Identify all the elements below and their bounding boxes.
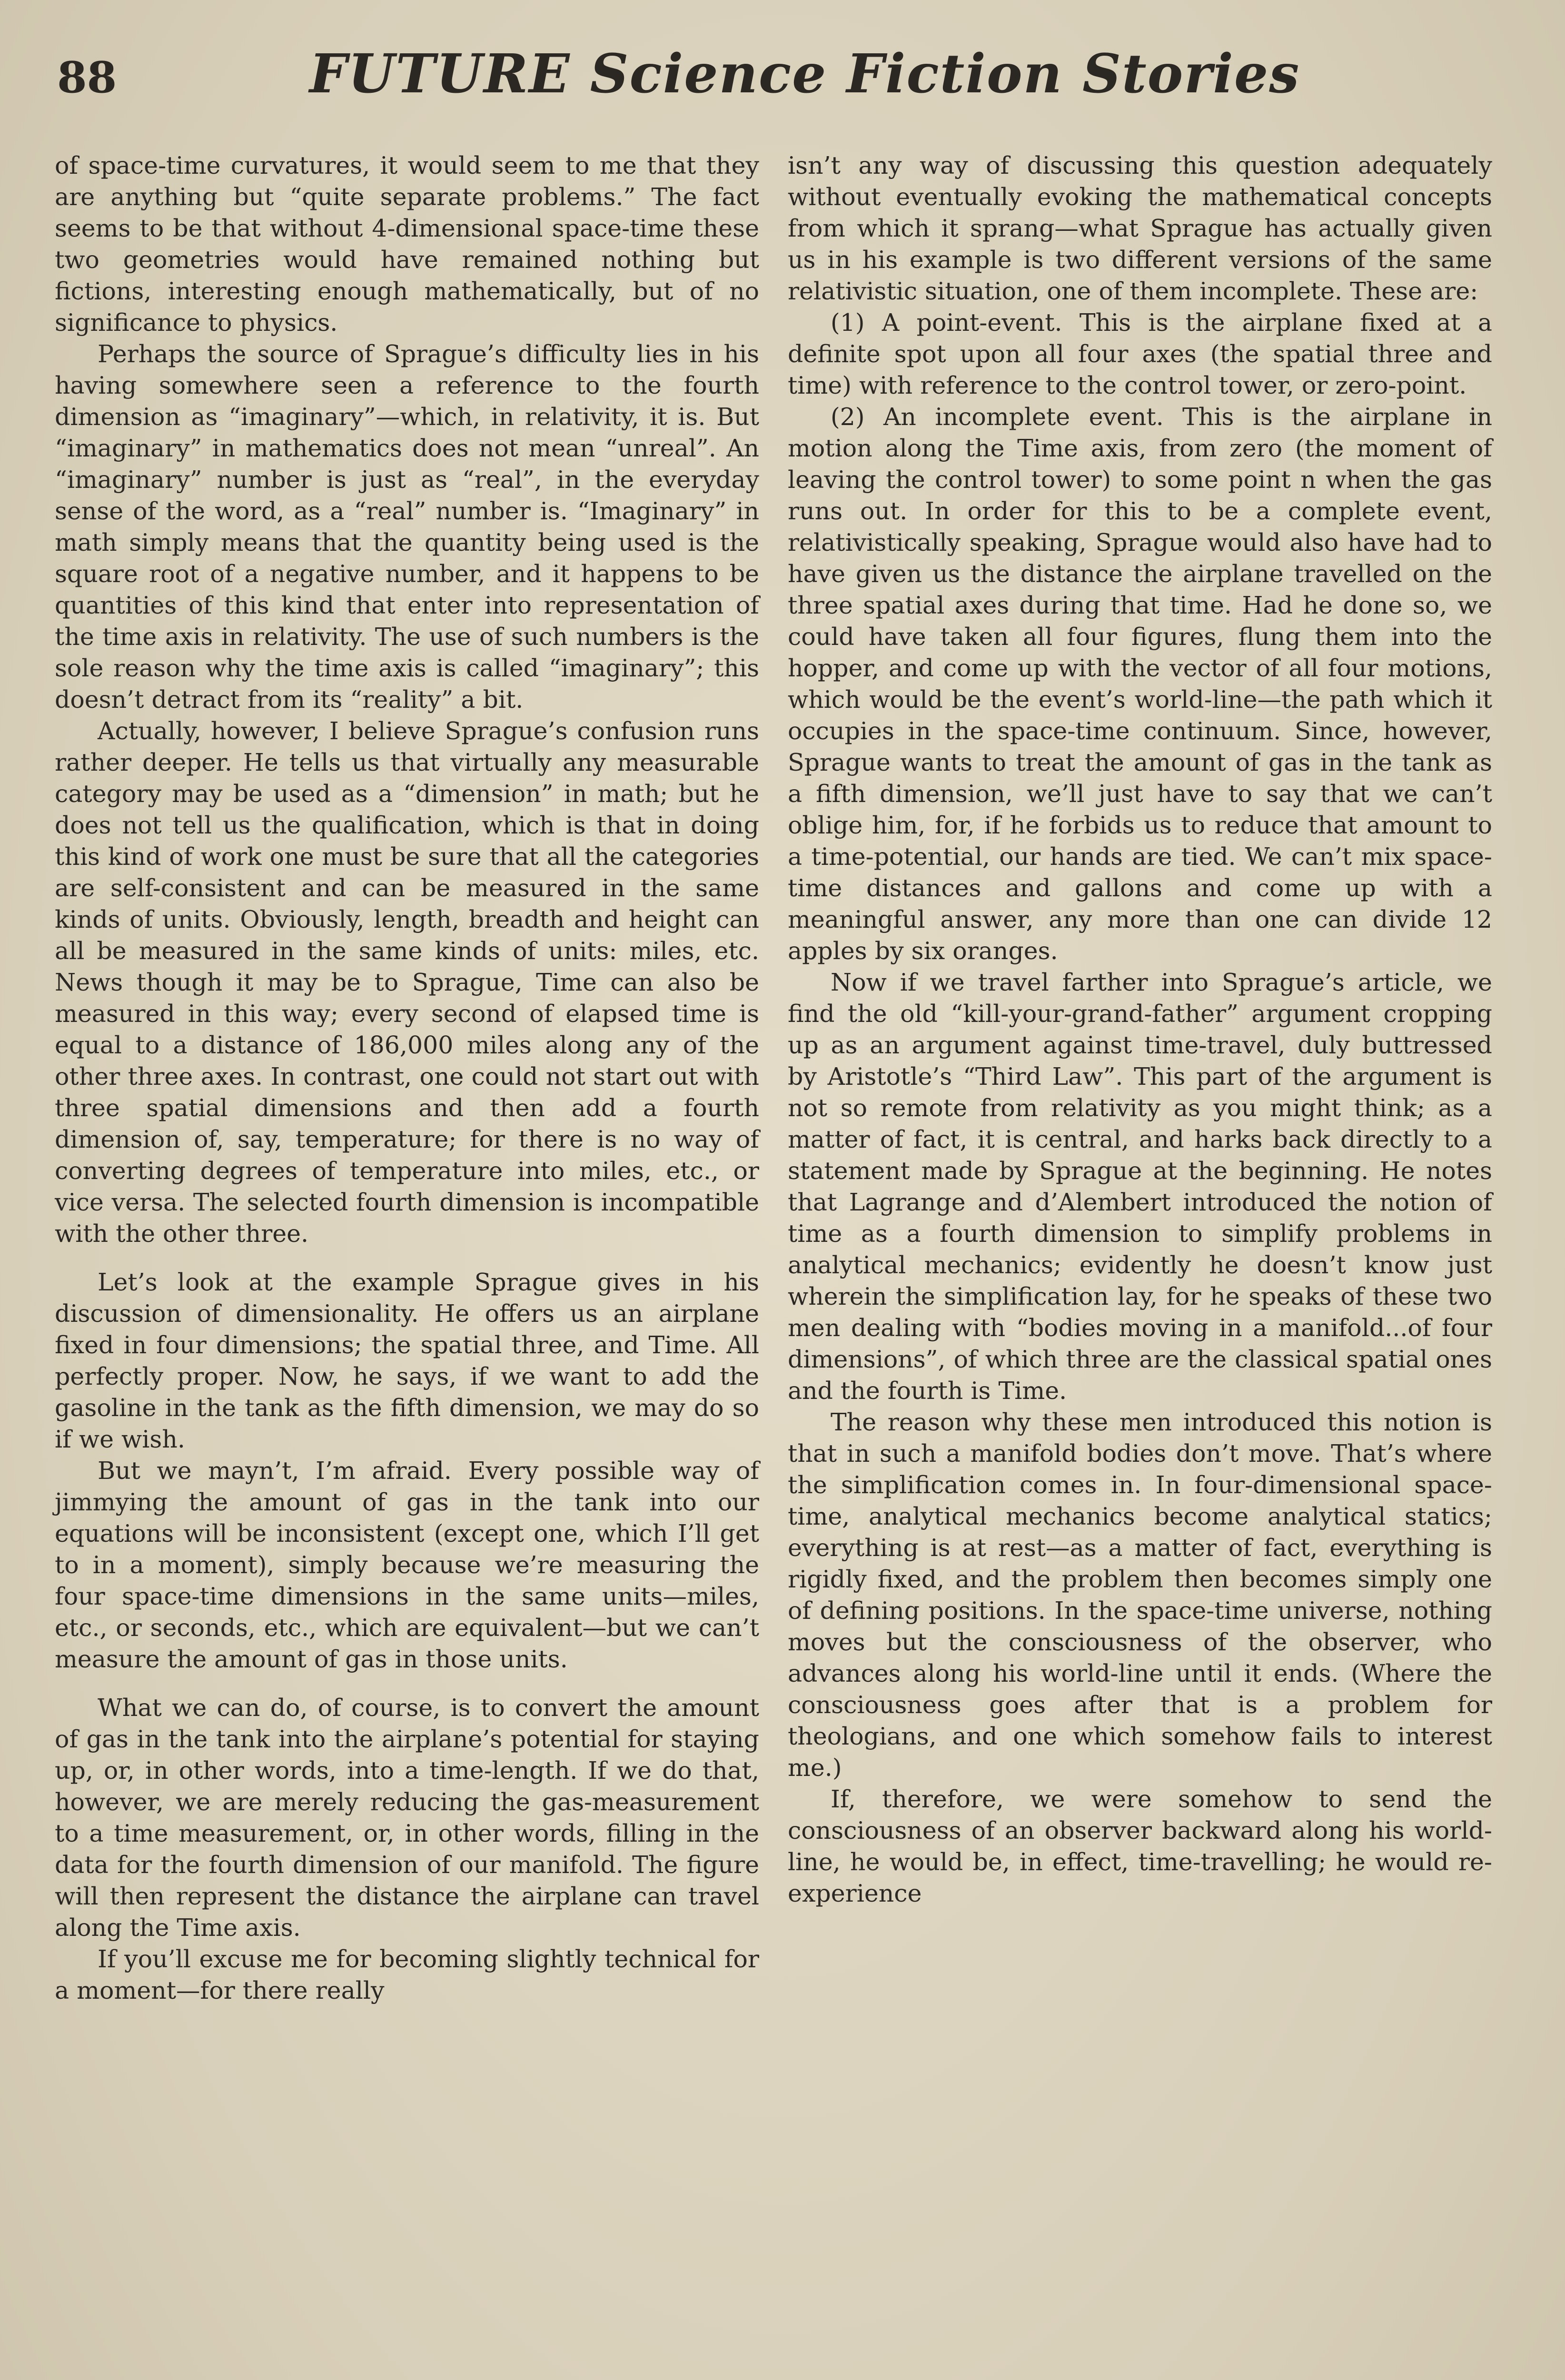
paragraph: isn’t any way of discussing this question adequately without eventually evoking the mathematical concepts from which it sprang—what Sprague has actually given us in his example is two different versions of the same relativistic situation, one of them incomplete. These are:: [788, 151, 1492, 305]
right-column: [788, 150, 1492, 1909]
paragraph: (2) An incomplete event. This is the airplane in motion along the Time axis, from zero (the moment of leaving the control tower) to some point n when the gas runs out. In order for this to be a complete event, relativistically speaking, Sprague would also have had to have given us the distance the airplane travelled on the three spatial axes during that time. Had he done so, we could have taken all four figures, flung them into the hopper, and come up with the vector of all four motions, which would be the event’s world-line—the path which it occupies in the space-time continuum. Since, however, Sprague wants to treat the amount of gas in the tank as a fifth dimension, we’ll just have to say that we can’t oblige him, for, if he forbids us to reduce that amount to a time-potential, our hands are tied. We can’t mix space-time distances and gallons and come up with a meaningful answer, any more than one can divide 12 apples by six oranges.: [788, 403, 1492, 965]
paragraph: But we mayn’t, I’m afraid. Every possible way of jimmying the amount of gas in the tank into our equations will be inconsistent (except one, which I’ll get to in a moment), simply because we’re measuring the four space-time dimensions in the same units—miles, etc., or seconds, etc., which are equivalent—but we can’t measure the amount of gas in those units.: [55, 1457, 759, 1673]
page-number: 88: [57, 52, 117, 103]
paragraph: of space-time curvatures, it would seem to me that they are anything but “quite separate problems.” The fact seems to be that without 4-dimensional space-time these two geometries would have remained nothing but fictions, interesting enough mathematically, but of no significance to physics.: [55, 151, 759, 337]
paragraph: Now if we travel farther into Sprague’s article, we find the old “kill-your-grand-father” argument cropping up as an argument against time-travel, duly buttressed by Aristotle’s “Third Law”. This part of the argument is not so remote from relativity as you might think; as a matter of fact, it is central, and harks back directly to a statement made by Sprague at the beginning. He notes that Lagrange and d’Alembert introduced the notion of time as a fourth dimension to simplify problems in analytical mechanics; evidently he doesn’t know just wherein the simplification lay, for he speaks of these two men dealing with “bodies moving in a manifold...of four dimensions”, of which three are the classical spatial ones and the fourth is Time.: [788, 968, 1492, 1405]
paragraph: The reason why these men introduced this notion is that in such a manifold bodies don’t move. That’s where the simplification comes in. In four-dimensional space-time, analytical mechanics become analytical statics; everything is at rest—as a matter of fact, everything is rigidly fixed, and the problem then becomes simply one of defining positions. In the space-time universe, nothing moves but the consciousness of the observer, who advances along his world-line until it ends. (Where the consciousness goes after that is a problem for theologians, and one which somehow fails to interest me.): [788, 1408, 1492, 1782]
paragraph: (1) A point-event. This is the airplane fixed at a definite spot upon all four axes (the spatial three and time) with reference to the control tower, or zero-point.: [788, 308, 1492, 399]
paragraph: Perhaps the source of Sprague’s difficulty lies in his having somewhere seen a reference to the fourth dimension as “imaginary”—which, in relativity, it is. But “imaginary” in mathematics does not mean “unreal”. An “imaginary” number is just as “real”, in the everyday sense of the word, as a “real” number is. “Imaginary” in math simply means that the quantity being used is the square root of a negative number, and it happens to be quantities of this kind that enter into representation of the time axis in relativity. The use of such numbers is the sole reason why the time axis is called “imaginary”; this doesn’t detract from its “reality” a bit.: [55, 340, 759, 714]
paragraph: What we can do, of course, is to convert the amount of gas in the tank into the airplane’s potential for staying up, or, in other words, into a time-length. If we do that, however, we are merely reducing the gas-measurement to a time measurement, or, in other words, filling in the data for the fourth dimension of our manifold. The figure will then represent the distance the airplane can travel along the Time axis.: [55, 1694, 759, 1942]
left-column: [55, 150, 759, 2006]
paragraph: If, therefore, we were somehow to send the consciousness of an observer backward along his world-line, he would be, in effect, time-travelling; he would re-experience: [788, 1785, 1492, 1907]
magazine-title: FUTURE Science Fiction Stories: [309, 43, 1300, 105]
paragraph: Let’s look at the example Sprague gives in his discussion of dimensionality. He offers us an airplane fixed in four dimensions; the spatial three, and Time. All perfectly proper. Now, he says, if we want to add the gasoline in the tank as the fifth dimension, we may do so if we wish.: [55, 1268, 759, 1453]
page-header: [57, 43, 1300, 114]
paragraph: If you’ll excuse me for becoming slightly technical for a moment—for there really: [55, 1945, 759, 2004]
paragraph: Actually, however, I believe Sprague’s confusion runs rather deeper. He tells us that virtually any measurable category may be used as a “dimension” in math; but he does not tell us the qualification, which is that in doing this kind of work one must be sure that all the categories are self-consistent and can be measured in the same kinds of units. Obviously, length, breadth and height can all be measured in the same kinds of units: miles, etc. News though it may be to Sprague, Time can also be measured in this way; every second of elapsed time is equal to a distance of 186,000 miles along any of the other three axes. In contrast, one could not start out with three spatial dimensions and then add a fourth dimension of, say, temperature; for there is no way of converting degrees of temperature into miles, etc., or vice versa. The selected fourth dimension is incompatible with the other three.: [55, 717, 759, 1248]
